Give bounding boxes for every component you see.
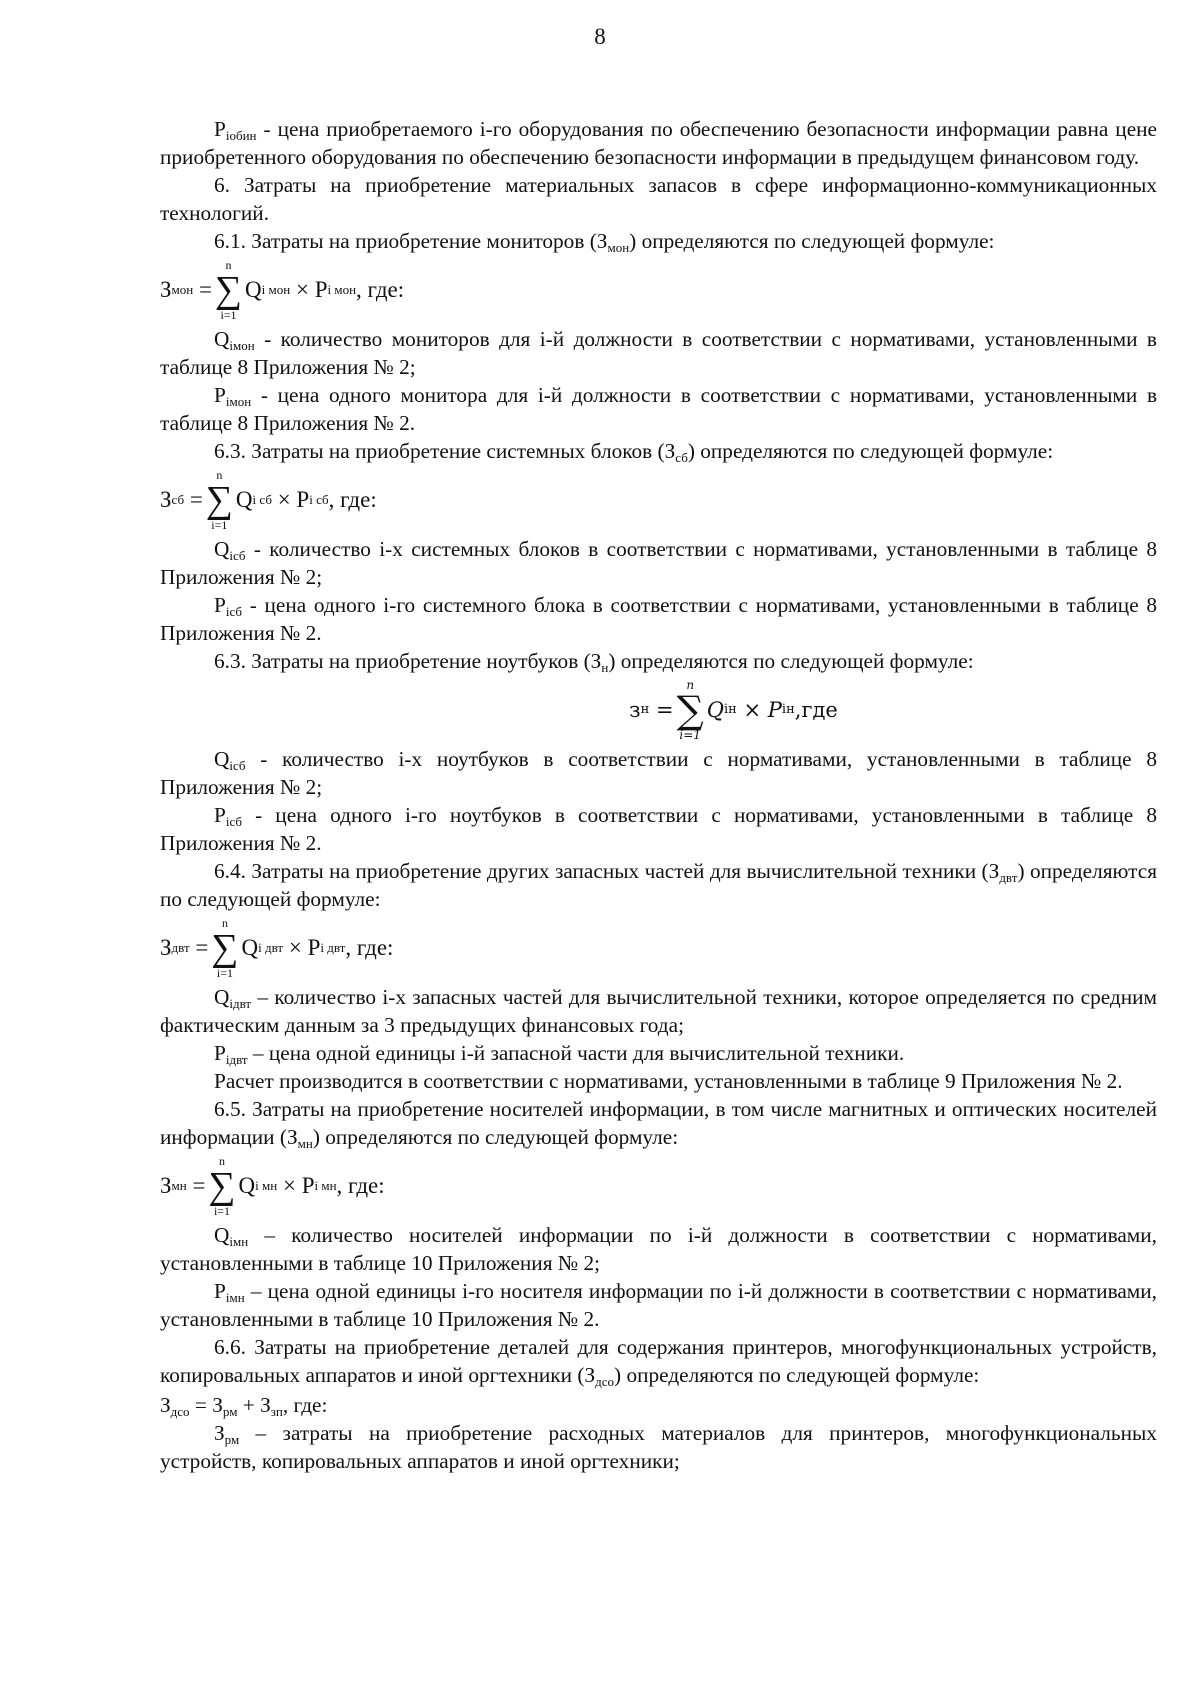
- definition-p-laptops: $P_{iсб}$ - цена одного i-го ноутбуков в соответствии с нормативами, установленными в таблице 8 Приложения № 2.: [160, 803, 1157, 855]
- section-6-1-heading: 6.1. Затраты на приобретение мониторов $(З_{мон})$ определяются по следующей формуле:: [214, 229, 995, 255]
- sum-operator: n ∑ i=1: [211, 916, 239, 980]
- formula-spare-parts: З двт = n ∑ i=1 Q i двт × P i двт , где:: [160, 916, 394, 980]
- definition-q-mon: $Q_{iмон}$ - количество мониторов для i-й должности в соответствии с нормативами, установленными в таблице 8 Приложения № 2;: [160, 327, 1157, 379]
- definition-q-dvt: $Q_{iдвт}$ – количество i-х запасных частей для вычислительной техники, которое определяется по средним фактическим данным за 3 предыдущих финансовых года;: [160, 985, 1157, 1037]
- formula-laptops: з н = n ∑ i=1 Q iн × P iн , где: [629, 678, 838, 742]
- sum-operator: n ∑ i=1: [205, 468, 233, 532]
- sum-operator: n ∑ i=1: [214, 258, 243, 322]
- definition-q-laptops: $Q_{iсб}$ - количество i-х ноутбуков в соответствии с нормативами, установленными в таблице 8 Приложения № 2;: [160, 747, 1157, 799]
- section-6-heading: 6. Затраты на приобретение материальных запасов в сфере информационно-коммуникационных технологий.: [160, 173, 1157, 225]
- definition-q-sb: $Q_{iсб}$ - количество i-х системных блоков в соответствии с нормативами, установленными в таблице 8 Приложения № 2;: [160, 537, 1157, 589]
- section-6-6-heading: 6.6. Затраты на приобретение деталей для содержания принтеров, многофункциональных устройств, копировальных аппаратов и иной оргтехники $(З_{дсо})$ определяются по следующей формуле:: [160, 1335, 1157, 1389]
- definition-p-mon: $P_{iмон}$ - цена одного монитора для i-й должности в соответствии с нормативами, установленными в таблице 8 Приложения № 2.: [160, 383, 1157, 435]
- formula-dso: $З_{дсо} = З_{рм} + З_{зп}$, где:: [160, 1393, 328, 1419]
- formula-monitors: З мон = n ∑ i=1 Q i мон × P i мон , где:: [160, 258, 405, 322]
- section-6-3-laptops-heading: 6.3. Затраты на приобретение ноутбуков $(З_н)$ определяются по следующей формуле:: [214, 649, 974, 675]
- calculation-note: Расчет производится в соответствии с нормативами, установленными в таблице 9 Приложения № 2.: [214, 1069, 1123, 1093]
- formula-system-blocks: З сб = n ∑ i=1 Q i сб × P i сб , где:: [160, 468, 377, 532]
- section-6-3-system-blocks-heading: 6.3. Затраты на приобретение системных блоков $(З_{сб})$ определяются по следующей формуле:: [214, 439, 1054, 465]
- sum-operator: n ∑ i=1: [676, 678, 704, 742]
- paragraph-p-iobin: $P_{iобин}$ - цена приобретаемого i-го оборудования по обеспечению безопасности информации равна цене приобретенного оборудования по обеспечению безопасности информации в предыдущем финансовом году.: [160, 117, 1158, 169]
- definition-p-dvt: $P_{iдвт}$ – цена одной единицы i-й запасной части для вычислительной техники.: [214, 1041, 905, 1067]
- definition-p-mn: $P_{iмн}$ – цена одной единицы i-го носителя информации по i-й должности в соответствии с нормативами, установленными в таблице 10 Приложения № 2.: [160, 1279, 1157, 1331]
- section-6-4-heading: 6.4. Затраты на приобретение других запасных частей для вычислительной техники $(З_{двт})$ определяются по следующей формуле:: [160, 859, 1157, 911]
- definition-z-rm: $З_{рм}$ – затраты на приобретение расходных материалов для принтеров, многофункциональных устройств, копировальных аппаратов и иной оргтехники;: [160, 1421, 1157, 1473]
- formula-media: З мн = n ∑ i=1 Q i мн × P i мн , где:: [160, 1154, 385, 1218]
- definition-p-sb: $P_{iсб}$ - цена одного i-го системного блока в соответствии с нормативами, установленными в таблице 8 Приложения № 2.: [160, 593, 1157, 645]
- document-body: [160, 115, 1157, 1475]
- definition-q-mn: $Q_{iмн}$ – количество носителей информации по i-й должности в соответствии с нормативами, установленными в таблице 10 Приложения № 2;: [160, 1223, 1157, 1275]
- sum-operator: n ∑ i=1: [208, 1154, 236, 1218]
- page-number: 8: [594, 24, 606, 49]
- section-6-5-heading: 6.5. Затраты на приобретение носителей информации, в том числе магнитных и оптических носителей информации $(З_{мн})$ определяются по следующей формуле:: [160, 1097, 1157, 1151]
